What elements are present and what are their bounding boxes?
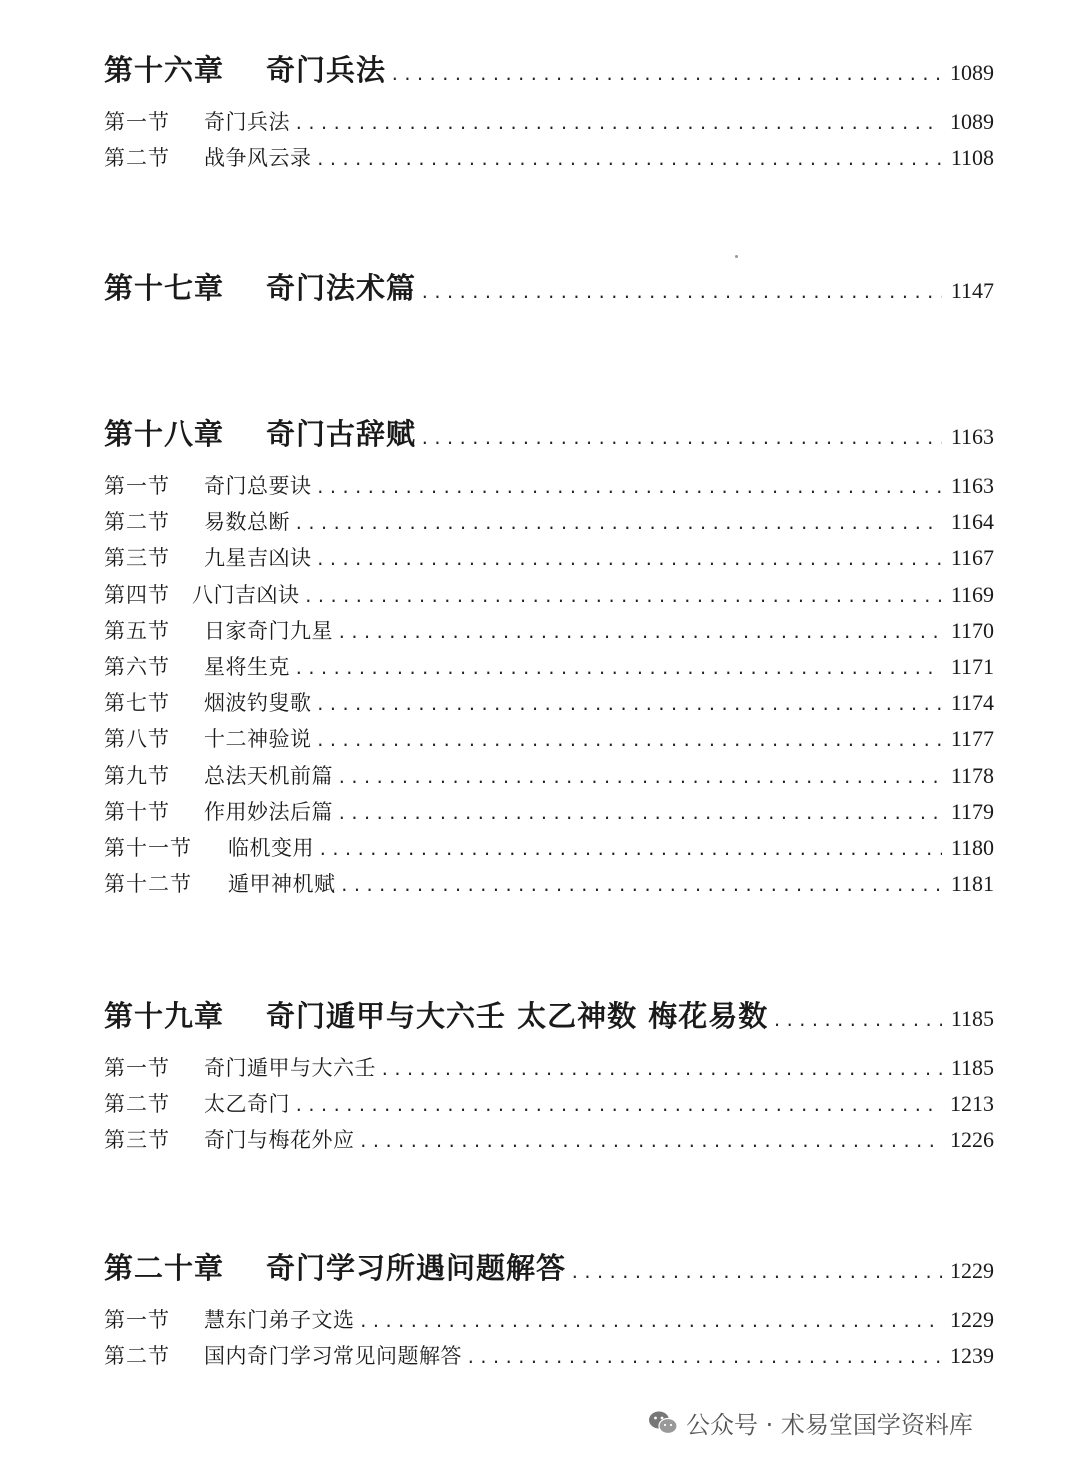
page-number: 1170 [950,617,994,643]
chapter-title: 奇门法术篇 [266,271,417,305]
section-number: 第三节 [104,1128,170,1153]
page-number: 1089 [950,109,994,134]
section-title: 作用妙法后篇 [204,799,333,824]
leader-dots [316,731,943,750]
section-number: 第一节 [104,1056,170,1080]
section-title: 遁甲神机赋 [228,872,336,897]
page-number: 1163 [950,424,994,449]
section-title: 总法天机前篇 [204,763,333,788]
page-number: 1167 [950,545,994,571]
chapter-title: 奇门兵法 [266,53,387,87]
leader-dots [466,1348,942,1367]
section-title: 慧东门弟子文选 [204,1308,355,1332]
leader-dots [380,1060,942,1079]
chapter-heading[interactable] [104,412,994,462]
leader-dots [359,1312,943,1331]
leader-dots [316,550,943,569]
page-number: 1169 [950,581,994,607]
section-number: 第八节 [104,727,170,752]
section-title: 奇门遁甲与大六壬 [204,1056,376,1080]
section-title: 烟波钓叟歌 [204,691,312,716]
page-number: 1171 [950,653,994,679]
section-entry[interactable] [104,542,994,578]
section-entry[interactable] [104,832,994,868]
section-entry[interactable] [104,760,994,796]
leader-dots [390,65,942,84]
chapter-16 [104,48,994,178]
page-number: 1185 [950,1006,994,1031]
section-title: 星将生克 [204,654,290,679]
section-title: 八门吉凶诀 [192,582,300,607]
section-number: 第六节 [104,654,170,679]
chapter-heading[interactable] [104,1246,994,1296]
chapter-title: 奇门学习所遇问题解答 [266,1251,567,1285]
section-entry[interactable] [104,615,994,651]
chapter-number: 第十七章 [104,271,225,305]
section-number: 第二节 [104,1092,170,1117]
section-entry[interactable] [104,723,994,759]
page-number: 1179 [950,798,994,824]
page-number: 1163 [950,473,994,498]
leader-dots [316,695,943,714]
section-entry[interactable] [104,470,994,506]
chapter-title: 奇门遁甲与大六壬 太乙神数 梅花易数 [266,999,769,1033]
page-number: 1185 [950,1055,994,1080]
section-number: 第七节 [104,691,170,716]
page-number: 1174 [950,690,994,716]
leader-dots [420,283,942,302]
section-entry[interactable] [104,1340,994,1376]
leader-dots [772,1011,942,1030]
chapter-20 [104,1246,994,1376]
watermark [648,1405,973,1440]
page-number: 1226 [950,1127,994,1153]
section-number: 第五节 [104,618,170,643]
section-number: 第一节 [104,474,170,498]
leader-dots [337,804,942,823]
chapter-number: 第十六章 [104,53,225,87]
section-title: 奇门总要诀 [204,474,312,498]
section-title: 日家奇门九星 [204,618,333,643]
section-entry[interactable] [104,796,994,832]
chapter-heading[interactable] [104,994,994,1044]
page-number: 1239 [950,1343,994,1369]
page-number: 1181 [950,871,994,897]
section-entry[interactable] [104,687,994,723]
section-entry[interactable] [104,651,994,687]
section-title: 奇门兵法 [204,110,290,134]
section-number: 第一节 [104,1308,170,1332]
section-number: 第十二节 [104,872,192,897]
chapter-number: 第十八章 [104,417,225,451]
leader-dots [420,429,942,448]
leader-dots [304,587,943,606]
chapter-19 [104,994,994,1161]
leader-dots [337,768,942,787]
section-title: 九星吉凶诀 [204,546,312,571]
page-number: 1178 [950,762,994,788]
page-number: 1147 [950,278,994,303]
chapter-heading[interactable] [104,266,994,316]
section-entry[interactable] [104,579,994,615]
wechat-icon [648,1410,678,1436]
page-number: 1229 [950,1307,994,1332]
section-number: 第一节 [104,110,170,134]
page-number: 1177 [950,726,994,752]
leader-dots [294,1096,942,1115]
section-number: 第十节 [104,799,170,824]
leader-dots [318,840,942,859]
section-entry[interactable] [104,1124,994,1160]
section-number: 第二节 [104,146,170,171]
section-entry[interactable] [104,1088,994,1124]
chapter-title: 奇门古辞赋 [266,417,417,451]
chapter-17 [104,266,994,316]
leader-dots [570,1263,942,1282]
leader-dots [340,876,943,895]
chapter-number: 第二十章 [104,1251,225,1285]
section-number: 第三节 [104,546,170,571]
leader-dots [316,150,943,169]
section-entry[interactable] [104,1304,994,1340]
scan-speck [735,255,738,258]
page-number: 1180 [950,834,994,860]
leader-dots [294,659,942,678]
page-number: 1213 [950,1091,994,1117]
leader-dots [337,623,942,642]
section-number: 第九节 [104,763,170,788]
section-title: 易数总断 [204,510,290,535]
section-title: 十二神验说 [204,727,312,752]
section-entry[interactable] [104,1052,994,1088]
page-number: 1229 [950,1258,994,1283]
section-title: 战争风云录 [204,146,312,171]
chapter-number: 第十九章 [104,999,225,1033]
section-number: 第四节 [104,582,170,607]
section-title: 太乙奇门 [204,1092,290,1117]
page-number: 1108 [950,145,994,171]
leader-dots [294,114,942,133]
section-title: 临机变用 [228,835,314,860]
page-number: 1164 [950,509,994,535]
watermark-text: 公众号 · 术易堂国学资料库 [686,1411,973,1439]
section-entry[interactable] [104,506,994,542]
leader-dots [316,478,943,497]
section-entry[interactable] [104,106,994,142]
page-number: 1089 [950,60,994,85]
section-entry[interactable] [104,868,994,904]
section-number: 第二节 [104,1344,170,1369]
leader-dots [294,514,942,533]
section-number: 第二节 [104,510,170,535]
chapter-heading[interactable] [104,48,994,98]
section-title: 奇门与梅花外应 [204,1128,355,1153]
section-number: 第十一节 [104,835,192,860]
section-title: 国内奇门学习常见问题解答 [204,1344,462,1369]
leader-dots [359,1132,943,1151]
section-entry[interactable] [104,142,994,178]
chapter-18 [104,412,994,904]
